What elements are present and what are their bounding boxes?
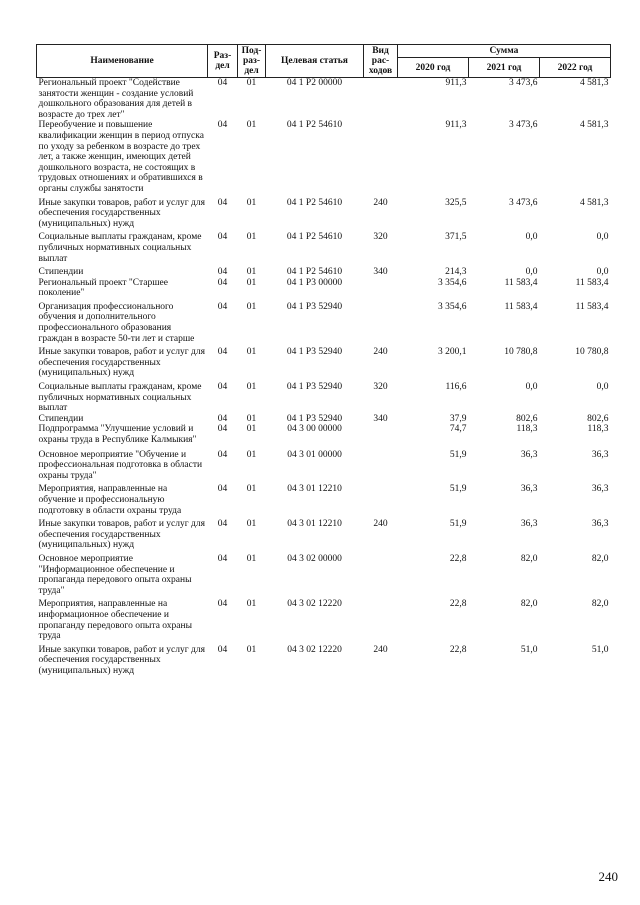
table-row xyxy=(37,195,611,230)
row-name: Социальные выплаты гражданам, кроме публичных нормативных социальных выплат xyxy=(38,232,202,264)
row-sum-2021: 0,0 xyxy=(525,232,538,243)
row-sum-2021: 36,3 xyxy=(520,449,538,460)
row-name: Региональный проект "Содействие занятости женщин - создание условий дошкольного образования для детей в возрасте до трех лет" xyxy=(38,78,194,120)
table-row xyxy=(37,481,611,516)
row-podrazdel: 01 xyxy=(246,413,257,424)
row-vid: 240 xyxy=(373,519,388,530)
row-razdel: 04 xyxy=(217,553,228,564)
row-name: Стипендии xyxy=(38,413,84,424)
row-tselevaya: 04 3 01 12210 xyxy=(287,484,342,495)
row-vid: 240 xyxy=(373,644,388,655)
row-name: Мероприятия, направленные на обучение и профессиональную подготовку в области охраны труда xyxy=(38,484,182,516)
table-row xyxy=(37,229,611,264)
row-razdel: 04 xyxy=(217,197,228,208)
row-podrazdel: 01 xyxy=(246,347,257,358)
table-row xyxy=(37,516,611,551)
row-name: Стипендии xyxy=(38,267,84,278)
row-sum-2021: 802,6 xyxy=(516,413,538,424)
row-name: Основное мероприятие "Информационное обеспечение и пропаганда передового опыта охраны труда" xyxy=(38,553,192,596)
row-vid: 320 xyxy=(373,382,388,393)
row-podrazdel: 01 xyxy=(246,277,257,288)
row-vid: 240 xyxy=(373,347,388,358)
row-vid xyxy=(364,596,398,641)
row-vid xyxy=(364,481,398,516)
row-vid: 240 xyxy=(373,197,388,208)
row-podrazdel: 01 xyxy=(246,553,257,564)
row-sum-2021: 11 583,4 xyxy=(504,301,538,312)
row-vid xyxy=(364,551,398,596)
row-sum-2021: 51,0 xyxy=(520,644,538,655)
row-razdel: 04 xyxy=(217,347,228,358)
row-sum-2022: 4 581,3 xyxy=(580,197,609,208)
row-sum-2020: 911,3 xyxy=(445,120,467,131)
table-row xyxy=(37,446,611,482)
row-sum-2020: 37,9 xyxy=(449,413,467,424)
table-row xyxy=(37,642,611,677)
row-tselevaya: 04 1 P2 00000 xyxy=(286,78,343,88)
row-sum-2022: 802,6 xyxy=(587,413,609,424)
row-sum-2021: 3 473,6 xyxy=(509,197,538,208)
row-sum-2022: 118,3 xyxy=(587,424,609,435)
row-sum-2020: 51,9 xyxy=(449,519,467,530)
row-sum-2020: 22,8 xyxy=(449,599,467,610)
row-podrazdel: 01 xyxy=(246,519,257,530)
row-tselevaya: 04 3 02 12220 xyxy=(287,644,342,655)
row-sum-2020: 3 200,1 xyxy=(438,347,467,358)
row-sum-2020: 74,7 xyxy=(449,424,467,435)
row-tselevaya: 04 1 P3 52940 xyxy=(286,413,343,424)
row-vid xyxy=(364,446,398,482)
row-razdel: 04 xyxy=(217,519,228,530)
row-sum-2021: 36,3 xyxy=(520,519,538,530)
header-vid: Вид рас- ходов xyxy=(364,45,398,78)
row-tselevaya: 04 1 P3 52940 xyxy=(286,382,343,393)
row-razdel: 04 xyxy=(217,424,228,435)
row-sum-2020: 371,5 xyxy=(445,232,467,243)
row-podrazdel: 01 xyxy=(246,267,257,278)
header-podrazdel: Под- раз- дел xyxy=(238,45,266,78)
row-name: Переобучение и повышение квалификации женщин в период отпуска по уходу за ребенком в возрасте до трех лет, а также женщин, имеющих детей дошкольного возраста, не состоящих в трудовых отношениях и обратившихся в органы службы занятости xyxy=(38,120,204,194)
table-row xyxy=(37,264,611,278)
row-podrazdel: 01 xyxy=(246,120,257,131)
row-razdel: 04 xyxy=(217,301,228,312)
row-name: Организация профессионального обучения и дополнительного профессионального образования граждан в возрасте 50-ти лет и старше xyxy=(38,301,195,344)
row-tselevaya: 04 1 P2 54610 xyxy=(286,267,343,278)
row-podrazdel: 01 xyxy=(246,484,257,495)
row-sum-2022: 82,0 xyxy=(591,599,609,610)
table-header xyxy=(37,45,611,78)
row-sum-2022: 36,3 xyxy=(591,449,609,460)
header-summa: Сумма xyxy=(398,45,611,58)
row-vid xyxy=(364,424,398,445)
table-row xyxy=(37,379,611,414)
row-vid: 320 xyxy=(373,232,388,243)
table-row xyxy=(37,78,611,121)
row-tselevaya: 04 3 02 00000 xyxy=(287,553,342,564)
table-row xyxy=(37,344,611,379)
row-sum-2020: 51,9 xyxy=(449,484,467,495)
table-row xyxy=(37,414,611,425)
table-row xyxy=(37,120,611,194)
row-tselevaya: 04 1 P3 52940 xyxy=(286,301,343,312)
row-vid: 340 xyxy=(373,267,388,278)
row-sum-2021: 0,0 xyxy=(525,382,538,393)
row-name: Социальные выплаты гражданам, кроме публичных нормативных социальных выплат xyxy=(38,382,202,414)
row-sum-2020: 22,8 xyxy=(449,644,467,655)
row-sum-2022: 36,3 xyxy=(591,519,609,530)
row-vid xyxy=(364,78,398,121)
row-sum-2022: 82,0 xyxy=(591,553,609,564)
row-tselevaya: 04 3 01 12210 xyxy=(287,519,342,530)
row-razdel: 04 xyxy=(217,267,228,278)
header-2021: 2021 год xyxy=(469,58,540,78)
row-sum-2021: 0,0 xyxy=(525,267,538,278)
row-vid: 340 xyxy=(373,413,388,424)
row-razdel: 04 xyxy=(217,449,228,460)
row-razdel: 04 xyxy=(217,78,228,88)
row-razdel: 04 xyxy=(217,277,228,288)
row-vid xyxy=(364,278,398,299)
row-tselevaya: 04 1 P2 54610 xyxy=(286,232,343,243)
row-sum-2020: 116,6 xyxy=(445,382,467,393)
table-body xyxy=(37,78,611,677)
row-razdel: 04 xyxy=(217,232,228,243)
row-podrazdel: 01 xyxy=(246,644,257,655)
row-name: Иные закупки товаров, работ и услуг для обеспечения государственных (муниципальных) нужд xyxy=(38,644,205,676)
row-tselevaya: 04 1 P3 00000 xyxy=(286,277,343,288)
row-name: Иные закупки товаров, работ и услуг для обеспечения государственных (муниципальных) нужд xyxy=(38,519,205,551)
row-podrazdel: 01 xyxy=(246,599,257,610)
row-razdel: 04 xyxy=(217,120,228,131)
row-name: Иные закупки товаров, работ и услуг для обеспечения государственных (муниципальных) нужд xyxy=(38,347,205,379)
row-razdel: 04 xyxy=(217,484,228,495)
row-tselevaya: 04 1 P3 52940 xyxy=(286,347,343,358)
table-row xyxy=(37,299,611,344)
row-podrazdel: 01 xyxy=(246,78,257,88)
row-sum-2022: 0,0 xyxy=(596,232,609,243)
row-sum-2021: 3 473,6 xyxy=(509,120,538,131)
row-sum-2022: 11 583,4 xyxy=(575,301,609,312)
row-razdel: 04 xyxy=(217,413,228,424)
row-podrazdel: 01 xyxy=(246,382,257,393)
row-sum-2020: 3 354,6 xyxy=(438,277,467,288)
row-name: Региональный проект "Старшее поколение" xyxy=(38,277,168,299)
row-tselevaya: 04 3 01 00000 xyxy=(287,449,342,460)
row-name: Подпрограмма "Улучшение условий и охраны труда в Республике Калмыкия" xyxy=(38,424,197,445)
row-razdel: 04 xyxy=(217,599,228,610)
row-sum-2021: 11 583,4 xyxy=(504,277,538,288)
row-sum-2022: 0,0 xyxy=(596,382,609,393)
row-sum-2022: 11 583,4 xyxy=(575,277,609,288)
header-tselevaya: Целевая статья xyxy=(266,45,364,78)
row-name: Мероприятия, направленные на информационное обеспечение и пропаганду передового опыта охраны труда xyxy=(38,599,192,642)
row-razdel: 04 xyxy=(217,644,228,655)
row-sum-2020: 214,3 xyxy=(445,267,467,278)
row-sum-2020: 911,3 xyxy=(445,78,467,88)
row-sum-2022: 4 581,3 xyxy=(580,120,609,131)
row-tselevaya: 04 3 00 00000 xyxy=(287,424,342,435)
row-sum-2020: 3 354,6 xyxy=(438,301,467,312)
row-sum-2022: 0,0 xyxy=(596,267,609,278)
row-sum-2022: 36,3 xyxy=(591,484,609,495)
row-vid xyxy=(364,299,398,344)
row-sum-2020: 22,8 xyxy=(449,553,467,564)
row-sum-2022: 10 780,8 xyxy=(575,347,609,358)
header-razdel: Раз- дел xyxy=(208,45,238,78)
table-row xyxy=(37,424,611,445)
row-sum-2021: 10 780,8 xyxy=(504,347,538,358)
row-podrazdel: 01 xyxy=(246,301,257,312)
row-podrazdel: 01 xyxy=(246,232,257,243)
row-tselevaya: 04 3 02 12220 xyxy=(287,599,342,610)
row-vid xyxy=(364,120,398,194)
row-sum-2020: 51,9 xyxy=(449,449,467,460)
row-sum-2021: 82,0 xyxy=(520,553,538,564)
table-row xyxy=(37,278,611,299)
row-sum-2021: 118,3 xyxy=(516,424,538,435)
row-podrazdel: 01 xyxy=(246,449,257,460)
row-tselevaya: 04 1 P2 54610 xyxy=(286,197,343,208)
row-sum-2022: 4 581,3 xyxy=(580,78,609,88)
page-number: 240 xyxy=(598,869,618,884)
row-tselevaya: 04 1 P2 54610 xyxy=(286,120,343,131)
table-row xyxy=(37,551,611,596)
row-sum-2022: 51,0 xyxy=(591,644,609,655)
row-sum-2021: 3 473,6 xyxy=(509,78,538,88)
row-podrazdel: 01 xyxy=(246,197,257,208)
row-sum-2021: 36,3 xyxy=(520,484,538,495)
row-razdel: 04 xyxy=(217,382,228,393)
row-sum-2020: 325,5 xyxy=(445,197,467,208)
row-sum-2021: 82,0 xyxy=(520,599,538,610)
header-2022: 2022 год xyxy=(540,58,611,78)
budget-table xyxy=(36,44,611,676)
row-name: Иные закупки товаров, работ и услуг для обеспечения государственных (муниципальных) нужд xyxy=(38,197,205,229)
table-row xyxy=(37,596,611,641)
row-name: Основное мероприятие "Обучение и профессиональная подготовка в области охраны труда" xyxy=(38,449,203,481)
header-2020: 2020 год xyxy=(398,58,469,78)
row-podrazdel: 01 xyxy=(246,424,257,435)
header-name: Наименование xyxy=(37,45,208,78)
